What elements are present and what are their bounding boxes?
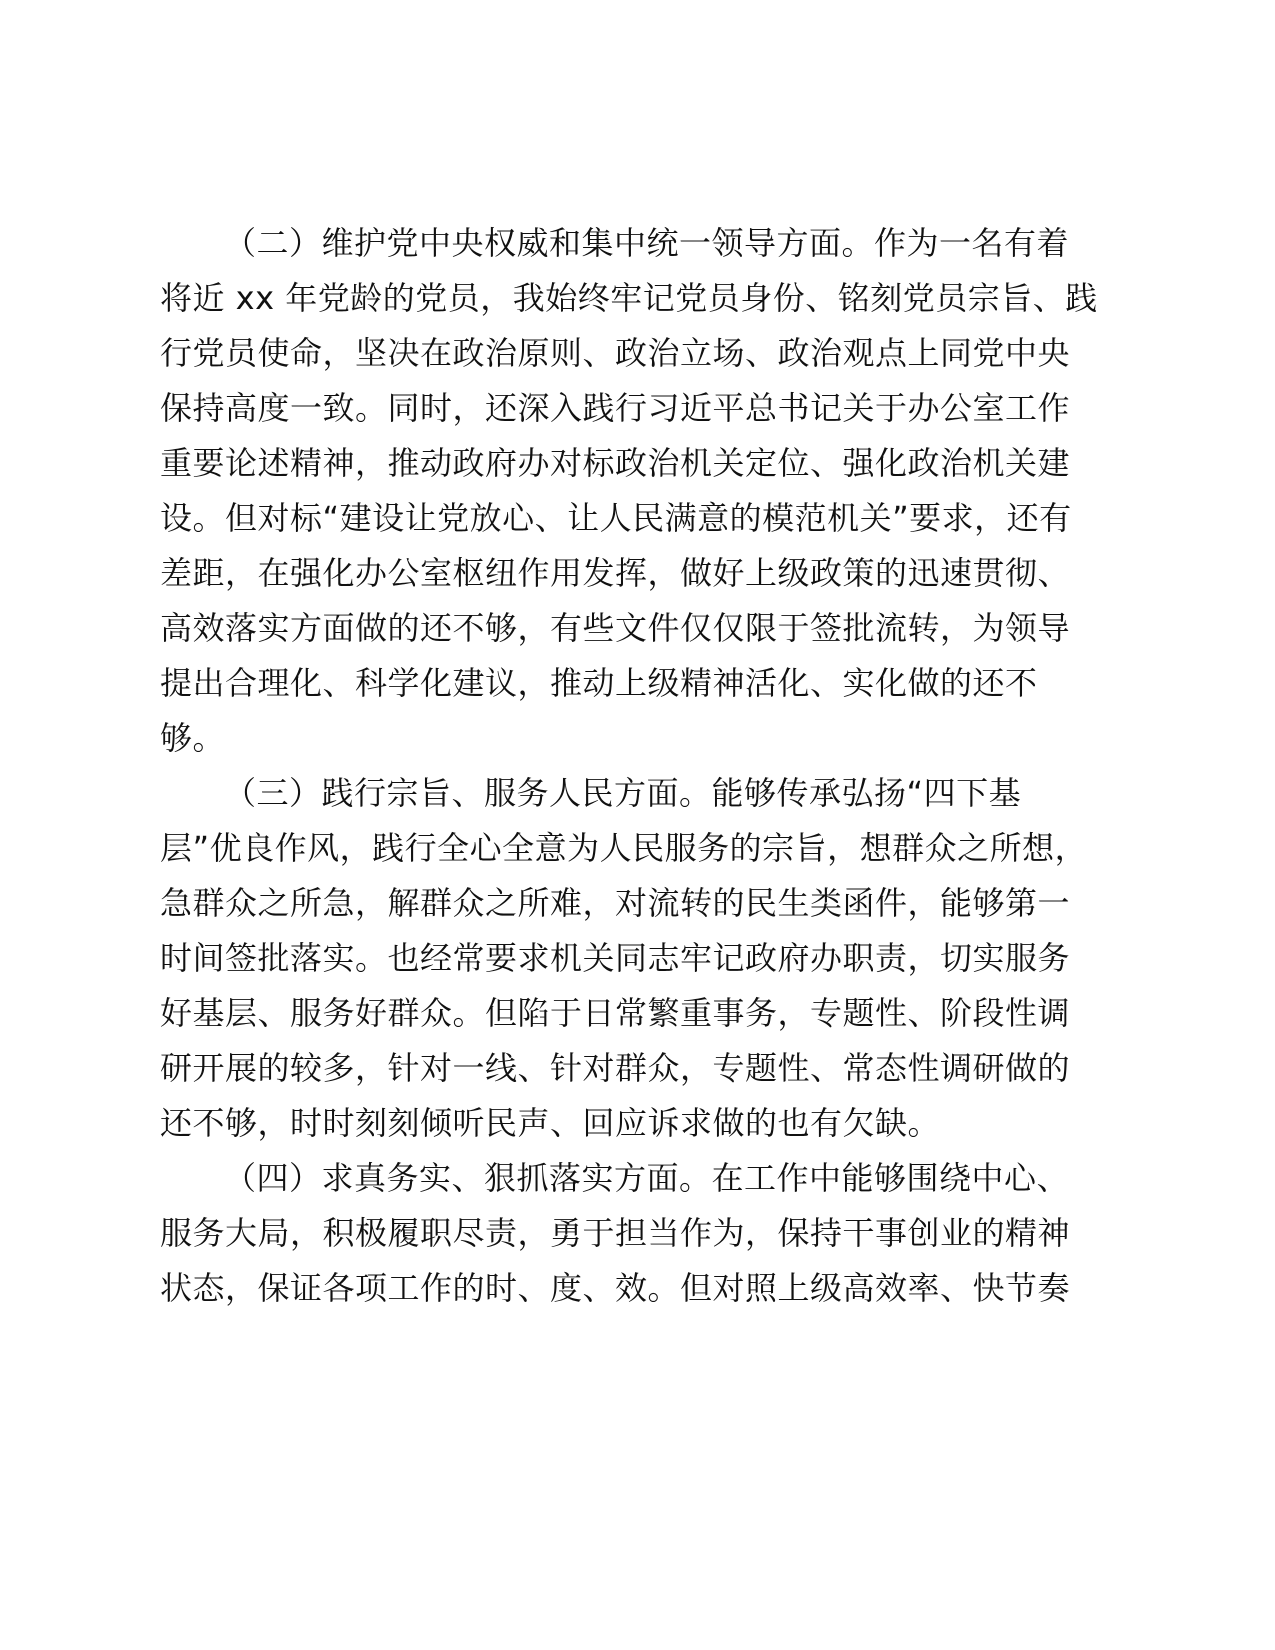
paragraph-2-line-6: 设。但对标“建设让党放心、让人民满意的模范机关”要求，还有 xyxy=(160,499,1072,537)
paragraph-2-line-3: 行党员使命，坚决在政治原则、政治立场、政治观点上同党中央 xyxy=(160,334,1071,372)
paragraph-2-line-9: 提出合理化、科学化建议，推动上级精神活化、实化做的还不 xyxy=(160,664,1038,702)
paragraph-3-line-1: （三）践行宗旨、服务人民方面。能够传承弘扬“四下基 xyxy=(224,774,1022,812)
paragraph-2-line-8: 高效落实方面做的还不够，有些文件仅仅限于签批流转，为领导 xyxy=(160,609,1071,647)
paragraph-3-line-3: 急群众之所急，解群众之所难，对流转的民生类函件，能够第一 xyxy=(160,884,1071,922)
paragraph-4-line-2: 服务大局，积极履职尽责，勇于担当作为，保持干事创业的精神 xyxy=(160,1214,1071,1252)
paragraph-3-line-6: 研开展的较多，针对一线、针对群众，专题性、常态性调研做的 xyxy=(160,1049,1071,1087)
paragraph-3-line-2: 层”优良作风，践行全心全意为人民服务的宗旨，想群众之所想， xyxy=(160,829,1088,867)
paragraph-2-line-1: （二）维护党中央权威和集中统一领导方面。作为一名有着 xyxy=(224,224,1070,262)
paragraph-2-line-7: 差距，在强化办公室枢纽作用发挥，做好上级政策的迅速贯彻、 xyxy=(160,554,1071,592)
paragraph-3-line-5: 好基层、服务好群众。但陷于日常繁重事务，专题性、阶段性调 xyxy=(160,994,1071,1032)
paragraph-3-line-7: 还不够，时时刻刻倾听民声、回应诉求做的也有欠缺。 xyxy=(160,1104,941,1142)
paragraph-3-line-4: 时间签批落实。也经常要求机关同志牢记政府办职责，切实服务 xyxy=(160,939,1071,977)
paragraph-2-line-2: 将近 xx 年党龄的党员，我始终牢记党员身份、铭刻党员宗旨、践 xyxy=(160,279,1098,317)
paragraph-2-line-5: 重要论述精神，推动政府办对标政治机关定位、强化政治机关建 xyxy=(160,444,1071,482)
paragraph-4-line-3: 状态，保证各项工作的时、度、效。但对照上级高效率、快节奏 xyxy=(160,1269,1071,1307)
paragraph-2-line-4: 保持高度一致。同时，还深入践行习近平总书记关于办公室工作 xyxy=(160,389,1071,427)
paragraph-4-line-1: （四）求真务实、狠抓落实方面。在工作中能够围绕中心、 xyxy=(224,1159,1070,1197)
paragraph-2-line-10: 够。 xyxy=(160,719,226,757)
